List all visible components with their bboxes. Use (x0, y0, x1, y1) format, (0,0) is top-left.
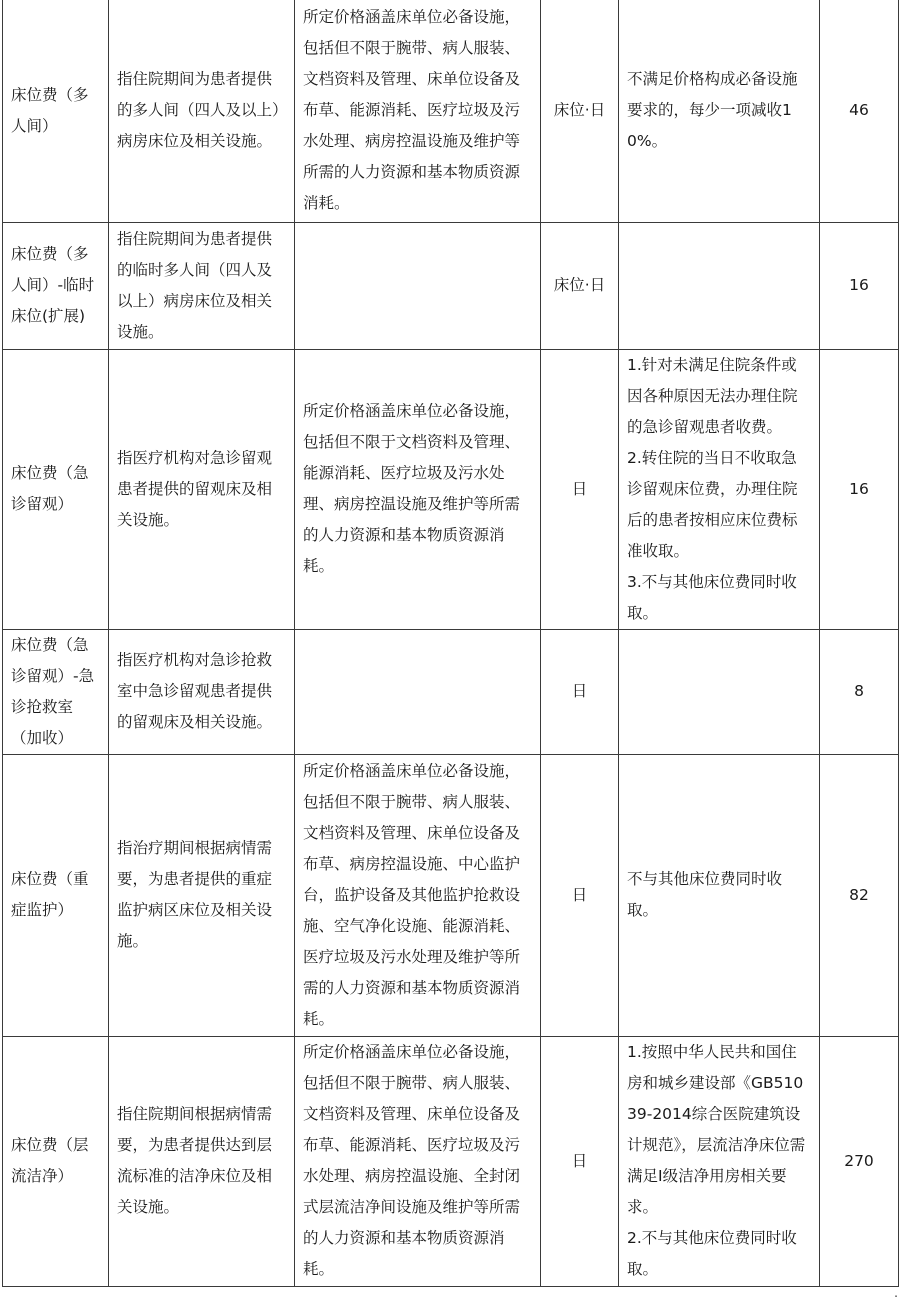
price-composition-cell: 所定价格涵盖床单位必备设施，包括但不限于腕带、病人服装、文档资料及管理、床单位设备及布草、病房控温设施、中心监护台，监护设备及其他监护抢救设施、空气净化设施、能源消耗、医疗垃圾及污水处理及维护等所需的人力资源和基本物质资源消耗。 (295, 754, 541, 1036)
notes-cell (619, 349, 820, 629)
note-line: 1.按照中华人民共和国住房和城乡建设部《GB51039-2014综合医院建筑设计规范》，层流洁净床位需满足I级洁净用房相关要求。 (627, 1043, 806, 1216)
unit-cell: 日 (541, 754, 619, 1036)
table-row (3, 222, 899, 349)
price-cell: 16 (820, 349, 899, 629)
notes-cell (619, 0, 820, 222)
unit-cell: 床位·日 (541, 222, 619, 349)
item-name-cell: 床位费（多人间） (3, 0, 109, 222)
item-content-cell: 指医疗机构对急诊抢救室中急诊留观患者提供的留观床及相关设施。 (109, 629, 295, 754)
item-content-cell: 指治疗期间根据病情需要，为患者提供的重症监护病区床位及相关设施。 (109, 754, 295, 1036)
notes-cell (619, 222, 820, 349)
note-line: 1.针对未满足住院条件或因各种原因无法办理住院的急诊留观患者收费。 (627, 355, 798, 436)
price-composition-cell (295, 222, 541, 349)
price-composition-cell (295, 629, 541, 754)
footer-mark: . (894, 1286, 898, 1300)
notes-cell (619, 629, 820, 754)
bed-fee-table (2, 0, 899, 1287)
unit-cell: 日 (541, 629, 619, 754)
price-cell: 46 (820, 0, 899, 222)
price-cell: 8 (820, 629, 899, 754)
item-name-cell: 床位费（重症监护） (3, 754, 109, 1036)
price-composition-cell: 所定价格涵盖床单位必备设施，包括但不限于腕带、病人服装、文档资料及管理、床单位设备及布草、能源消耗、医疗垃圾及污水处理、病房控温设施及维护等所需的人力资源和基本物质资源消耗。 (295, 0, 541, 222)
item-content-cell: 指住院期间根据病情需要，为患者提供达到层流标准的洁净床位及相关设施。 (109, 1036, 295, 1286)
item-name-cell: 床位费（层流洁净） (3, 1036, 109, 1286)
unit-cell: 床位·日 (541, 0, 619, 222)
unit-cell: 日 (541, 1036, 619, 1286)
table-row (3, 349, 899, 629)
item-name-cell: 床位费（急诊留观）-急诊抢救室（加收） (3, 629, 109, 754)
item-content-cell: 指住院期间为患者提供的临时多人间（四人及以上）病房床位及相关设施。 (109, 222, 295, 349)
item-name-cell: 床位费（多人间）-临时床位(扩展) (3, 222, 109, 349)
note-line: 2.转住院的当日不收取急诊留观床位费，办理住院后的患者按相应床位费标准收取。 (627, 448, 798, 560)
note-line: 2.不与其他床位费同时收取。 (627, 1229, 797, 1278)
price-cell: 82 (820, 754, 899, 1036)
price-composition-cell: 所定价格涵盖床单位必备设施，包括但不限于文档资料及管理、能源消耗、医疗垃圾及污水处理、病房控温设施及维护等所需的人力资源和基本物质资源消耗。 (295, 349, 541, 629)
item-content-cell: 指医疗机构对急诊留观患者提供的留观床及相关设施。 (109, 349, 295, 629)
table-row (3, 0, 899, 222)
note-line: 3.不与其他床位费同时收取。 (627, 572, 797, 622)
table-row (3, 629, 899, 754)
unit-cell: 日 (541, 349, 619, 629)
note-line: 不满足价格构成必备设施要求的，每少一项减收10%。 (627, 70, 798, 151)
table-row (3, 754, 899, 1036)
item-name-cell: 床位费（急诊留观） (3, 349, 109, 629)
note-line: 不与其他床位费同时收取。 (627, 870, 783, 919)
price-cell: 270 (820, 1036, 899, 1286)
notes-cell (619, 1036, 820, 1286)
notes-cell (619, 754, 820, 1036)
item-content-cell: 指住院期间为患者提供的多人间（四人及以上）病房床位及相关设施。 (109, 0, 295, 222)
table-row (3, 1036, 899, 1286)
price-cell: 16 (820, 222, 899, 349)
price-composition-cell: 所定价格涵盖床单位必备设施，包括但不限于腕带、病人服装、文档资料及管理、床单位设备及布草、能源消耗、医疗垃圾及污水处理、病房控温设施、全封闭式层流洁净间设施及维护等所需的人力资源和基本物质资源消耗。 (295, 1036, 541, 1286)
